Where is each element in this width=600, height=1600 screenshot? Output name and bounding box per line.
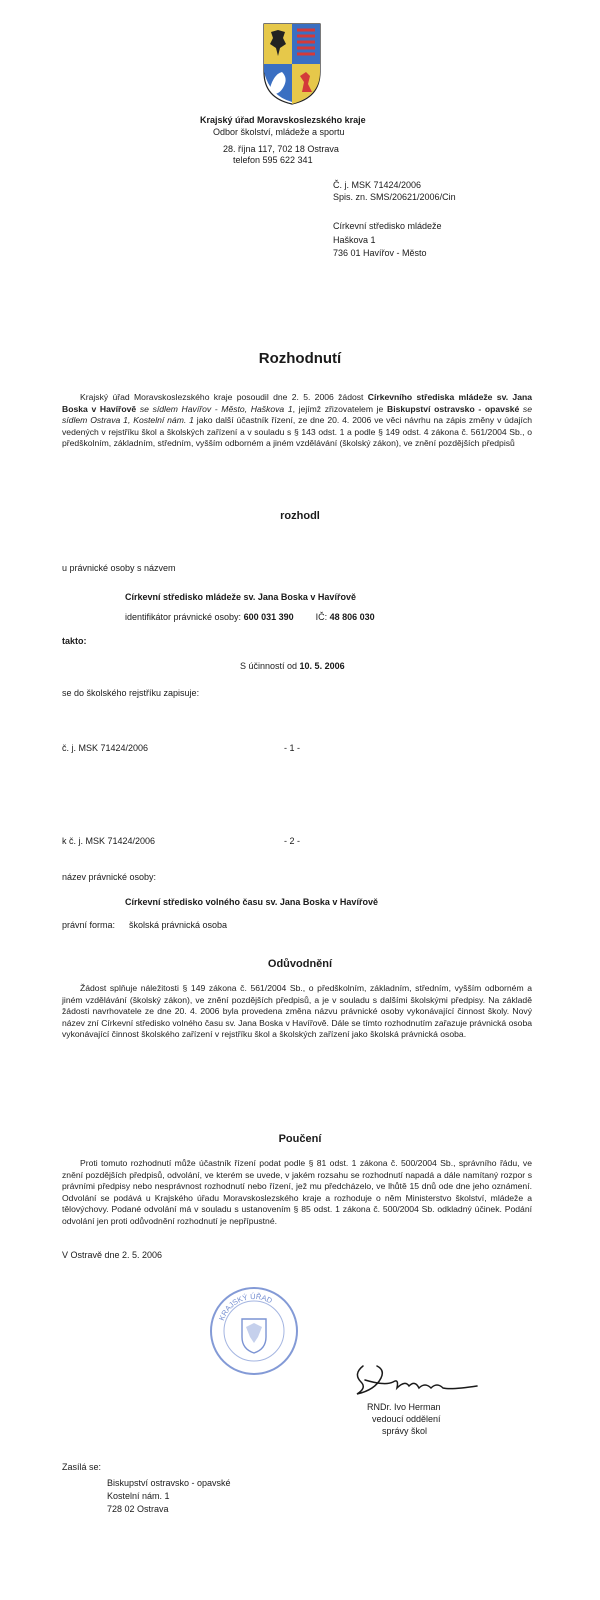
stamp-text: KRAJSKÝ ÚŘAD [217,1291,274,1322]
file-number: Spis. zn. SMS/20621/2006/Cin [333,192,456,202]
takto-label: takto: [62,636,87,646]
signature-icon [345,1360,480,1402]
page1-footer-ref: č. j. MSK 71424/2006 [62,743,149,753]
legal-entity-label: u právnické osoby s názvem [62,563,176,573]
delivery-line-2: Kostelní nám. 1 [107,1491,170,1501]
intro-paragraph: Krajský úřad Moravskoslezského kraje posoudil dne 2. 5. 2006 žádost Církevního střediska mládeže sv. Jana Boska v Havířově se sídlem Havířov - Město, Haškova 1, jejímž zřizovatelem je Biskupství ostravsko - opavské se sídlem Ostrava 1, Kostelní nám. 1 jako další účastník řízení, ze dne 20. 4. 2006 ve věci návrhu na zápis změny v údajích vedených v rejstříku škol a školských zařízení a v souladu s § 143 odst. 1 a podle § 149 odst. 4 zákona č. 561/2004 Sb., o předškolním, základním, středním, vyšším odborném a jiném vzdělávání (školský zákon), ve znění pozdějších předpisů [62,392,533,449]
delivery-label: Zasílá se: [62,1462,102,1472]
legal-form-label: právní forma: [62,920,116,930]
delivery-line-1: Biskupství ostravsko - opavské [107,1478,231,1488]
signatory-role-2: správy škol [382,1426,428,1436]
office-address: 28. října 117, 702 18 Ostrava [223,144,339,154]
entity-name-label: název právnické osoby: [62,872,157,882]
reasoning-paragraph: Žádost splňuje náležitosti § 149 zákona č. 561/2004 Sb., o předškolním, základním, středním, vyšším odborném a jiném vzdělávání (školský zákon), ve znění pozdějších předpisů, a je v souladu s dalšími školskými předpisy. Na základě žádosti navrhovatele ze dne 20. 4. 2006 byla provedena změna názvu právnické osoby vykonávající činnost školy. Nový název zní Církevní středisko volného času sv. Jana Boska v Havířově. Dále se tímto rozhodnutím zařazuje právnická osoba vykonávající činnost školského zařízení v rejstříku škol a školských zařízení jako školská právnická osoba. [62,983,532,1040]
office-phone: telefon 595 622 341 [233,155,313,165]
recipient-street: Haškova 1 [333,235,376,245]
recipient-name: Církevní středisko mládeže [333,221,442,231]
page1-number: - 1 - [284,743,301,753]
delivery-line-3: 728 02 Ostrava [107,1504,169,1514]
entity-identifiers: identifikátor právnické osoby: 600 031 390 IČ: 48 806 030 [125,612,375,622]
page2-number: - 2 - [284,836,301,846]
department-name: Odbor školství, mládeže a sportu [213,127,345,137]
instruction-paragraph: Proti tomuto rozhodnutí může účastník řízení podat podle § 81 odst. 1 zákona č. 500/2004 Sb., správního řádu, ve znění pozdějších předpisů, odvolání, ve kterém se uvede, v jakém rozsahu se rozhodnutí napadá a dále namítaný rozpor s právními předpisy nebo nesprávnost rozhodnutí nebo řízení, jež mu předcházelo, ve lhůtě 15 dnů ode dne jeho oznámení. Odvolání se podává u Krajského úřadu Moravskoslezského kraje a rozhoduje o něm Ministerstvo školství, mládeže a tělovýchovy. Podané odvolání má v souladu s ustanovením § 85 odst. 1 zákona č. 500/2004 Sb. odkladný účinek. Podání odvolání jen proti odůvodnění rozhodnutí je nepřípustné. [62,1158,532,1226]
legal-form-value: školská právnická osoba [129,920,228,930]
signatory-role-1: vedoucí oddělení [372,1414,441,1424]
official-stamp-icon [208,1285,300,1377]
legal-entity-name: Církevní středisko mládeže sv. Jana Boska v Havířově [125,592,356,602]
entity-new-name: Církevní středisko volného času sv. Jana Boska v Havířově [125,897,378,907]
register-entry-label: se do školského rejstříku zapisuje: [62,688,200,698]
decision-heading: rozhodl [280,510,320,522]
instruction-heading: Poučení [278,1133,322,1145]
recipient-city: 736 01 Havířov - Město [333,248,427,258]
reference-number: Č. j. MSK 71424/2006 [333,180,422,190]
place-and-date: V Ostravě dne 2. 5. 2006 [62,1250,163,1260]
signatory-name: RNDr. Ivo Herman [367,1402,441,1412]
office-name: Krajský úřad Moravskoslezského kraje [200,115,366,125]
coat-of-arms-icon [262,22,322,106]
page2-header-ref: k č. j. MSK 71424/2006 [62,836,156,846]
reasoning-heading: Odůvodnění [267,958,333,970]
document-title: Rozhodnutí [258,350,342,367]
effective-date: S účinností od 10. 5. 2006 [240,661,345,671]
